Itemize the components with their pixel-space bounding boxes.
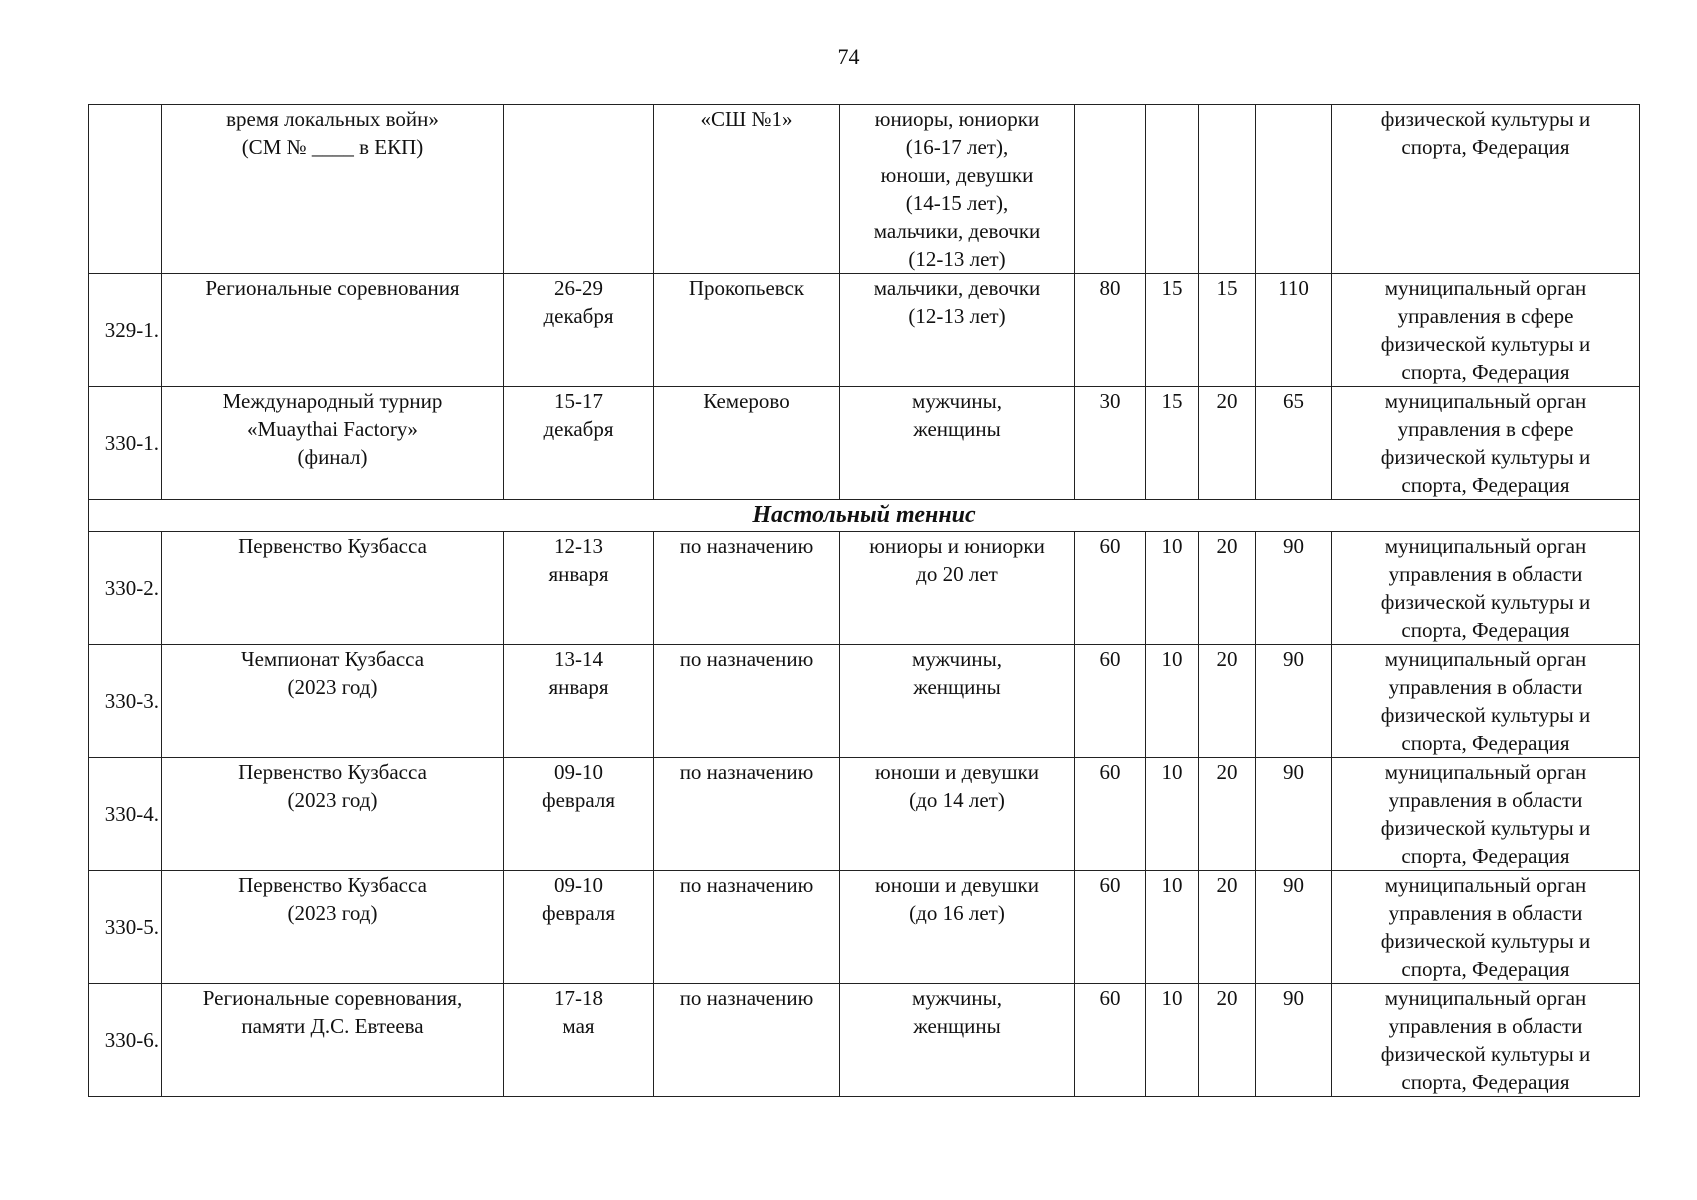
dates-line: января bbox=[548, 562, 609, 586]
number-cell bbox=[89, 758, 162, 871]
dates-line: февраля bbox=[542, 788, 615, 812]
count-cell-3 bbox=[1199, 871, 1256, 984]
participants-cell bbox=[840, 274, 1075, 387]
count-cell-2 bbox=[1146, 274, 1199, 387]
venue-cell bbox=[654, 532, 840, 645]
venue-text: «СШ №1» bbox=[700, 107, 793, 131]
participants-line: мужчины, bbox=[912, 389, 1002, 413]
participants-line: (12-13 лет) bbox=[908, 304, 1006, 328]
event-cell bbox=[162, 387, 504, 500]
organizer-line: управления в области bbox=[1388, 562, 1583, 586]
dates-line: декабря bbox=[543, 417, 614, 441]
participants-line: юниоры, юниорки bbox=[874, 107, 1040, 131]
row-number: 330-2. bbox=[104, 576, 159, 600]
participants-line: мужчины, bbox=[912, 647, 1002, 671]
organizer-line: спорта, Федерация bbox=[1401, 957, 1570, 981]
count-value: 10 bbox=[1161, 873, 1183, 897]
event-line: Первенство Кузбасса bbox=[238, 873, 427, 897]
event-line: (2023 год) bbox=[287, 901, 378, 925]
count-value: 10 bbox=[1161, 986, 1183, 1010]
count-cell-3 bbox=[1199, 984, 1256, 1097]
event-line: Первенство Кузбасса bbox=[238, 534, 427, 558]
count-cell-1 bbox=[1075, 387, 1146, 500]
count-total: 110 bbox=[1278, 276, 1309, 300]
dates-line: 12-13 bbox=[554, 534, 603, 558]
number-cell bbox=[89, 274, 162, 387]
participants-line: мальчики, девочки bbox=[873, 219, 1041, 243]
organizer-line: физической культуры и bbox=[1380, 1042, 1591, 1066]
participants-line: (16-17 лет), bbox=[905, 135, 1009, 159]
organizer-line: управления в области bbox=[1388, 901, 1583, 925]
count-cell-total bbox=[1256, 274, 1332, 387]
dates-cell bbox=[504, 274, 654, 387]
organizer-line: физической культуры и bbox=[1380, 107, 1591, 131]
count-cell-2 bbox=[1146, 105, 1199, 274]
count-value: 60 bbox=[1099, 873, 1121, 897]
count-cell-2 bbox=[1146, 871, 1199, 984]
number-cell bbox=[89, 105, 162, 274]
event-line: (СМ № ____ в ЕКП) bbox=[241, 135, 424, 159]
organizer-line: муниципальный орган bbox=[1384, 389, 1587, 413]
table-row bbox=[89, 645, 1640, 758]
organizer-line: спорта, Федерация bbox=[1401, 473, 1570, 497]
event-line: Чемпионат Кузбасса bbox=[240, 647, 425, 671]
count-cell-3 bbox=[1199, 274, 1256, 387]
venue-cell bbox=[654, 871, 840, 984]
row-number: 330-3. bbox=[104, 689, 159, 713]
participants-cell bbox=[840, 387, 1075, 500]
participants-line: мальчики, девочки bbox=[873, 276, 1041, 300]
table-row bbox=[89, 758, 1640, 871]
organizer-line: спорта, Федерация bbox=[1401, 844, 1570, 868]
row-number: 330-5. bbox=[104, 915, 159, 939]
count-cell-3 bbox=[1199, 645, 1256, 758]
count-cell-total bbox=[1256, 758, 1332, 871]
table-row bbox=[89, 984, 1640, 1097]
table-row bbox=[89, 871, 1640, 984]
participants-line: (до 16 лет) bbox=[909, 901, 1005, 925]
organizer-line: управления в области bbox=[1388, 675, 1583, 699]
organizer-line: физической культуры и bbox=[1380, 445, 1591, 469]
event-cell bbox=[162, 758, 504, 871]
participants-line: юноши, девушки bbox=[880, 163, 1034, 187]
venue-text: Прокопьевск bbox=[688, 276, 805, 300]
organizer-line: муниципальный орган bbox=[1384, 873, 1587, 897]
section-title: Настольный теннис bbox=[89, 500, 1640, 532]
organizer-line: спорта, Федерация bbox=[1401, 360, 1570, 384]
event-line: (финал) bbox=[297, 445, 368, 469]
count-value: 60 bbox=[1099, 647, 1121, 671]
count-cell-1 bbox=[1075, 274, 1146, 387]
dates-line: 17-18 bbox=[554, 986, 603, 1010]
count-value: 15 bbox=[1216, 276, 1238, 300]
dates-line: февраля bbox=[542, 901, 615, 925]
organizer-cell bbox=[1332, 871, 1640, 984]
venue-cell bbox=[654, 758, 840, 871]
organizer-cell bbox=[1332, 274, 1640, 387]
dates-line: 26-29 bbox=[554, 276, 603, 300]
number-cell bbox=[89, 645, 162, 758]
count-cell-total bbox=[1256, 871, 1332, 984]
participants-line: юниоры и юниорки bbox=[869, 534, 1045, 558]
participants-line: женщины bbox=[913, 417, 1001, 441]
row-number: 330-1. bbox=[104, 431, 159, 455]
organizer-line: физической культуры и bbox=[1380, 590, 1591, 614]
event-cell bbox=[162, 274, 504, 387]
number-cell bbox=[89, 532, 162, 645]
venue-cell bbox=[654, 645, 840, 758]
count-cell-2 bbox=[1146, 532, 1199, 645]
organizer-line: физической культуры и bbox=[1380, 332, 1591, 356]
count-cell-2 bbox=[1146, 984, 1199, 1097]
event-line: памяти Д.С. Евтеева bbox=[241, 1014, 424, 1038]
participants-cell bbox=[840, 871, 1075, 984]
table-row bbox=[89, 274, 1640, 387]
dates-cell bbox=[504, 645, 654, 758]
organizer-cell bbox=[1332, 105, 1640, 274]
event-cell bbox=[162, 871, 504, 984]
organizer-line: спорта, Федерация bbox=[1401, 135, 1570, 159]
dates-line: декабря bbox=[543, 304, 614, 328]
count-value: 20 bbox=[1216, 534, 1238, 558]
venue-text: Кемерово bbox=[703, 389, 790, 413]
participants-cell bbox=[840, 105, 1075, 274]
dates-cell bbox=[504, 532, 654, 645]
count-cell-1 bbox=[1075, 532, 1146, 645]
participants-line: (14-15 лет), bbox=[905, 191, 1009, 215]
organizer-line: муниципальный орган bbox=[1384, 986, 1587, 1010]
organizer-line: управления в сфере bbox=[1397, 304, 1574, 328]
venue-cell bbox=[654, 105, 840, 274]
count-value: 20 bbox=[1216, 389, 1238, 413]
organizer-cell bbox=[1332, 532, 1640, 645]
count-value: 20 bbox=[1216, 760, 1238, 784]
events-table bbox=[88, 104, 1640, 1097]
organizer-line: физической культуры и bbox=[1380, 703, 1591, 727]
event-cell bbox=[162, 105, 504, 274]
venue-text: по назначению bbox=[679, 534, 814, 558]
dates-cell bbox=[504, 984, 654, 1097]
count-value: 20 bbox=[1216, 986, 1238, 1010]
count-cell-3 bbox=[1199, 532, 1256, 645]
venue-cell bbox=[654, 274, 840, 387]
organizer-line: управления в сфере bbox=[1397, 417, 1574, 441]
event-line: Региональные соревнования bbox=[205, 276, 460, 300]
organizer-line: управления в области bbox=[1388, 788, 1583, 812]
organizer-line: физической культуры и bbox=[1380, 929, 1591, 953]
count-cell-1 bbox=[1075, 871, 1146, 984]
dates-cell bbox=[504, 387, 654, 500]
participants-line: (до 14 лет) bbox=[909, 788, 1005, 812]
organizer-cell bbox=[1332, 645, 1640, 758]
venue-text: по назначению bbox=[679, 986, 814, 1010]
participants-line: юноши и девушки bbox=[875, 760, 1039, 784]
count-value: 80 bbox=[1099, 276, 1121, 300]
count-cell-1 bbox=[1075, 105, 1146, 274]
count-cell-1 bbox=[1075, 645, 1146, 758]
count-total: 90 bbox=[1283, 873, 1304, 897]
count-cell-3 bbox=[1199, 387, 1256, 500]
venue-text: по назначению bbox=[679, 760, 814, 784]
count-cell-total bbox=[1256, 387, 1332, 500]
page-number: 74 bbox=[837, 44, 860, 69]
participants-line: женщины bbox=[913, 675, 1001, 699]
count-cell-2 bbox=[1146, 387, 1199, 500]
venue-text: по назначению bbox=[679, 647, 814, 671]
dates-line: 15-17 bbox=[554, 389, 603, 413]
dates-line: мая bbox=[562, 1014, 595, 1038]
count-total: 90 bbox=[1283, 986, 1304, 1010]
count-cell-total bbox=[1256, 532, 1332, 645]
count-cell-3 bbox=[1199, 758, 1256, 871]
table-row bbox=[89, 387, 1640, 500]
count-value: 20 bbox=[1216, 873, 1238, 897]
count-total: 90 bbox=[1283, 534, 1304, 558]
count-value: 20 bbox=[1216, 647, 1238, 671]
dates-line: 09-10 bbox=[554, 760, 603, 784]
event-cell bbox=[162, 645, 504, 758]
count-value: 10 bbox=[1161, 647, 1183, 671]
participants-line: мужчины, bbox=[912, 986, 1002, 1010]
dates-cell bbox=[504, 105, 654, 274]
count-value: 10 bbox=[1161, 760, 1183, 784]
count-value: 60 bbox=[1099, 986, 1121, 1010]
row-number: 329-1. bbox=[104, 318, 159, 342]
organizer-cell bbox=[1332, 387, 1640, 500]
section-row bbox=[89, 500, 1640, 532]
count-value: 60 bbox=[1099, 760, 1121, 784]
organizer-line: муниципальный орган bbox=[1384, 534, 1587, 558]
count-cell-total bbox=[1256, 645, 1332, 758]
dates-line: 13-14 bbox=[554, 647, 603, 671]
participants-cell bbox=[840, 532, 1075, 645]
event-line: (2023 год) bbox=[287, 788, 378, 812]
count-cell-1 bbox=[1075, 984, 1146, 1097]
participants-cell bbox=[840, 758, 1075, 871]
organizer-cell bbox=[1332, 758, 1640, 871]
dates-line: 09-10 bbox=[554, 873, 603, 897]
organizer-line: спорта, Федерация bbox=[1401, 618, 1570, 642]
count-value: 15 bbox=[1161, 389, 1183, 413]
carry-over-row bbox=[89, 105, 1640, 274]
count-cell-total bbox=[1256, 105, 1332, 274]
organizer-line: муниципальный орган bbox=[1384, 647, 1587, 671]
organizer-cell bbox=[1332, 984, 1640, 1097]
count-total: 65 bbox=[1283, 389, 1304, 413]
participants-line: (12-13 лет) bbox=[908, 247, 1006, 271]
number-cell bbox=[89, 387, 162, 500]
event-line: «Muaythai Factory» bbox=[247, 417, 418, 441]
dates-cell bbox=[504, 758, 654, 871]
count-value: 10 bbox=[1161, 534, 1183, 558]
table-row bbox=[89, 532, 1640, 645]
organizer-line: муниципальный орган bbox=[1384, 276, 1587, 300]
dates-line: января bbox=[548, 675, 609, 699]
event-cell bbox=[162, 984, 504, 1097]
participants-line: женщины bbox=[913, 1014, 1001, 1038]
organizer-line: спорта, Федерация bbox=[1401, 1070, 1570, 1094]
row-number: 330-4. bbox=[104, 802, 159, 826]
count-cell-2 bbox=[1146, 645, 1199, 758]
event-cell bbox=[162, 532, 504, 645]
participants-line: до 20 лет bbox=[916, 562, 998, 586]
count-cell-1 bbox=[1075, 758, 1146, 871]
organizer-line: муниципальный орган bbox=[1384, 760, 1587, 784]
count-value: 60 bbox=[1099, 534, 1121, 558]
organizer-line: спорта, Федерация bbox=[1401, 731, 1570, 755]
event-line: Международный турнир bbox=[222, 389, 443, 413]
organizer-line: физической культуры и bbox=[1380, 816, 1591, 840]
count-total: 90 bbox=[1283, 760, 1304, 784]
event-line: Региональные соревнования, bbox=[202, 986, 463, 1010]
count-cell-3 bbox=[1199, 105, 1256, 274]
count-total: 90 bbox=[1283, 647, 1304, 671]
event-line: время локальных войн» bbox=[226, 107, 439, 131]
number-cell bbox=[89, 871, 162, 984]
venue-cell bbox=[654, 387, 840, 500]
participants-line: юноши и девушки bbox=[875, 873, 1039, 897]
participants-cell bbox=[840, 645, 1075, 758]
organizer-line: управления в области bbox=[1388, 1014, 1583, 1038]
participants-cell bbox=[840, 984, 1075, 1097]
count-cell-total bbox=[1256, 984, 1332, 1097]
count-value: 15 bbox=[1161, 276, 1183, 300]
count-cell-2 bbox=[1146, 758, 1199, 871]
dates-cell bbox=[504, 871, 654, 984]
row-number: 330-6. bbox=[104, 1028, 159, 1052]
count-value: 30 bbox=[1099, 389, 1121, 413]
number-cell bbox=[89, 984, 162, 1097]
venue-text: по назначению bbox=[679, 873, 814, 897]
venue-cell bbox=[654, 984, 840, 1097]
event-line: Первенство Кузбасса bbox=[238, 760, 427, 784]
event-line: (2023 год) bbox=[287, 675, 378, 699]
